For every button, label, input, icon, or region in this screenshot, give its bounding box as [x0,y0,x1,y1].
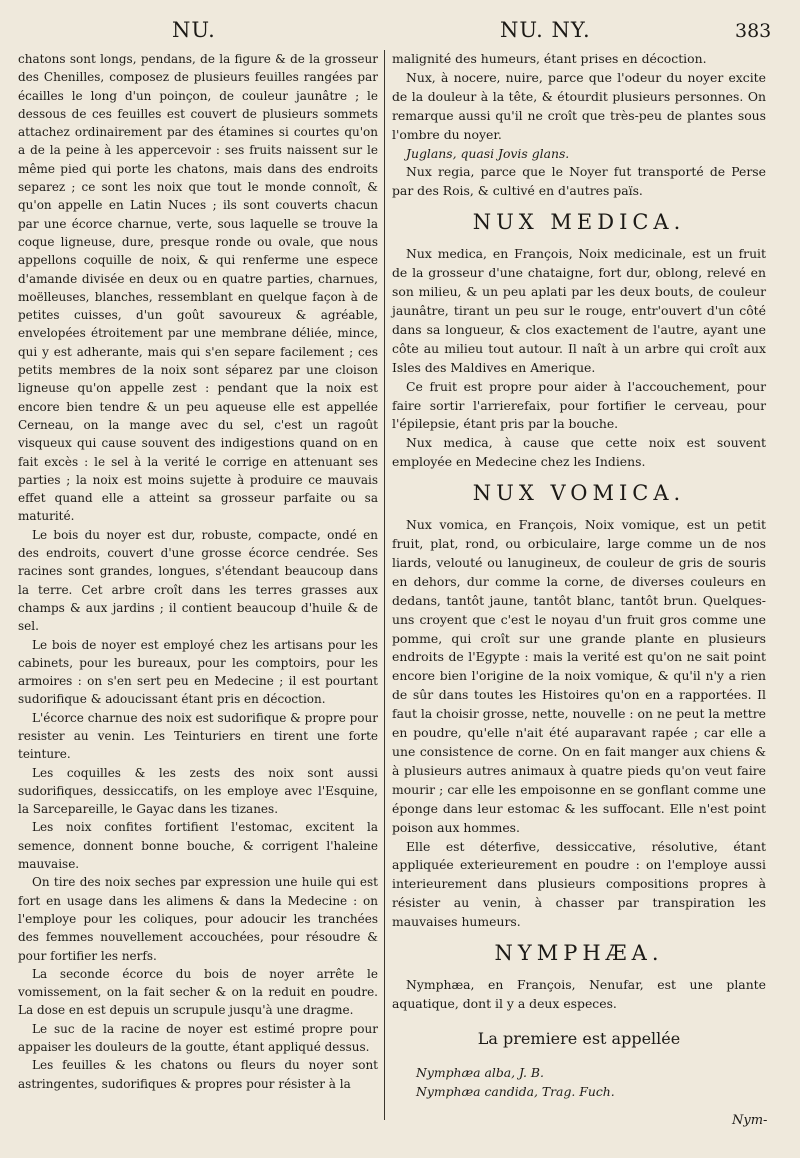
latin-name: Nymphæa alba, J. B. [416,1064,544,1080]
paragraph: L'écorce charnue des noix est sudorifique & propre pour resister au venin. Les Teinturiers en tirent une forte teinture. [18,710,378,762]
paragraph: Les coquilles & les zests des noix sont aussi sudorifiques, dessiccatifs, on les employe avec l'Esquine, la Sarcepareille, le Gayac dans les tizanes. [18,765,378,817]
running-head-left: NU. [172,18,216,42]
right-column [392,50,766,1101]
paragraph: Nymphæa, en François, Nenufar, est une plante aquatique, dont il y a deux especes. [392,977,766,1011]
subheading: La premiere est appellée [477,1028,681,1048]
running-head-right: NU. NY. [500,18,591,42]
section-title-nux-vomica: NUX VOMICA. [472,481,686,506]
paragraph: La seconde écorce du bois de noyer arrête le vomissement, on la fait secher & on la reduit en poudre. La dose en est depuis un scrupule jusqu'à une dragme. [18,966,378,1018]
paragraph: Juglans, quasi Jovis glans. [406,145,570,161]
paragraph: Les noix confites fortifient l'estomac, excitent la semence, donnent bonne bouche, & corrigent l'haleine mauvaise. [18,820,378,872]
paragraph: Ce fruit est propre pour aider à l'accouchement, pour faire sortir l'arrierefaix, pour fortifier le cerveau, pour l'épilepsie, étant pris par la bouche. [392,378,766,432]
section-title-nymphaea: NYMPHÆA. [494,941,664,966]
paragraph: Nux medica, à cause que cette noix est souvent employée en Medecine chez les Indiens. [392,435,766,470]
paragraph: chatons sont longs, pendans, de la figure & de la grosseur des Chenilles, composez de plusieurs feuilles rangées par écailles le long d'un poinçon, de couleur jaunâtre ; le dessous de ces feuilles est couvert de plusieurs sommets attachez ordinairement par des étamines si courtes qu'on a de la peine à les appercevoir : ses fruits naissent sur le même pied qui porte les chatons, mais dans des endroits separez ; ce sont les noix que tout le monde connoît, & qu'on appelle en Latin Nuces ; ils sont couverts chacun par une écorce charnue, verte, sous laquelle se trouve la coque ligneuse, dure, presque ronde ou ovale, que nous appellons coquille de noix, & qui renferme une espece d'amande divisée en deux ou en quatre parties, charnues, moëlleuses, blanches, ressemblant en quelque façon à de petites cuisses, d'un goût savoureux & agréable, envelopées étroitement par une membrane déliée, mince, qui y est adherante, mais qui s'en separe facilement ; ces petits membres de la noix sont séparez par une cloison ligneuse qu'on appelle zest : pendant que la noix est encore bien tendre & un peu aqueuse elle est appellée Cerneau, on la mange avec du sel, c'est un ragoût visqueux qui cause souvent des indigestions quand on en fait excès : le sel à la verité le corrige en attenuant ses parties ; la noix est moins sujette à produire ce mauvais effet quand elle a atteint sa grosseur parfaite ou sa maturité. [18,52,378,524]
paragraph: malignité des humeurs, étant prises en décoction. [392,51,707,66]
paragraph: Le bois du noyer est dur, robuste, compacte, ondé en des endroits, couvert d'une grosse écorce cendrée. Ses racines sont grandes, longues, s'étendant beaucoup dans la terre. Cet arbre croît dans les terres grasses aux champs & aux jardins ; il contient beaucoup d'huile & de sel. [18,527,378,634]
left-column [18,50,378,1093]
page-number: 383 [735,20,772,42]
section-title-nux-medica: NUX MEDICA. [472,210,686,235]
column-divider [384,50,385,1120]
catchword: Nym- [732,1113,768,1128]
paragraph: Le bois de noyer est employé chez les artisans pour les cabinets, pour les bureaux, pour les comptoirs, pour les armoires : on s'en sert peu en Medecine ; il est pourtant sudorifique & adoucissant étant pris en décoction. [18,637,378,707]
paragraph: Le suc de la racine de noyer est estimé propre pour appaiser les douleurs de la goutte, étant appliqué dessus. [18,1021,378,1055]
paragraph: On tire des noix seches par expression une huile qui est fort en usage dans les alimens & dans la Medecine : on l'employe pour les coliques, pour adoucir les tranchées des femmes nouvellement accouchées, pour résoudre & pour fortifier les nerfs. [18,875,378,963]
latin-name: Nymphæa candida, Trag. Fuch. [416,1083,615,1099]
paragraph: Elle est déterfive, dessiccative, résolutive, étant appliquée exterieurement en poudre : on l'employe aussi interieurement dans plusieurs compositions propres à résister au venin, à chasser par transpiration les mauvaises humeurs. [392,838,766,930]
paragraph: Nux vomica, en François, Noix vomique, est un petit fruit, plat, rond, ou orbiculaire, large comme un de nos liards, velouté ou lanugineux, de couleur de gris de souris en dehors, dur comme la corne, de diverses couleurs en dedans, tantôt jaune, tantôt blanc, tantôt brun. Quelques-uns croyent que c'est le noyau d'un fruit gros comme une pomme, qui croît sur une grande plante en plusieurs endroits de l'Egypte : mais la verité est qu'on ne sait point encore bien l'origine de la noix vomique, & qu'il n'y a rien de sûr dans toutes les Histoires qu'on en a rapportées. Il faut la choisir grosse, nette, nouvelle : on ne peut la mettre en poudre, qu'elle n'ait été auparavant rapée ; car elle a une consistence de corne. On en fait manger aux chiens & à plusieurs autres animaux à quatre pieds qu'on veut faire mourir ; car elle les empoisonne en se gonflant comme une éponge dans leur estomac & les suffocant. Elle n'est point poison aux hommes. [392,517,766,835]
paragraph: Nux regia, parce que le Noyer fut transporté de Perse par des Rois, & cultivé en d'autres païs. [392,164,766,199]
paragraph: Les feuilles & les chatons ou fleurs du noyer sont astringentes, sudorifiques & propres pour résister à la [18,1058,378,1091]
paragraph: Nux medica, en François, Noix medicinale, est un fruit de la grosseur d'une chataigne, fort dur, oblong, relevé en son milieu, & un peu aplati par les deux bouts, de couleur jaunâtre, tirant un peu sur le rouge, entr'ouvert d'un côté dans sa longueur, & clos exactement de l'autre, ayant une côte au milieu tout autour. Il naît à un arbre qui croît aux Isles des Maldives en Amerique. [392,246,766,375]
paragraph: Nux, à nocere, nuire, parce que l'odeur du noyer excite de la douleur à la tête, & étourdit plusieurs personnes. On remarque aussi qu'il ne croît que très-peu de plantes sous l'ombre du noyer. [392,69,766,142]
